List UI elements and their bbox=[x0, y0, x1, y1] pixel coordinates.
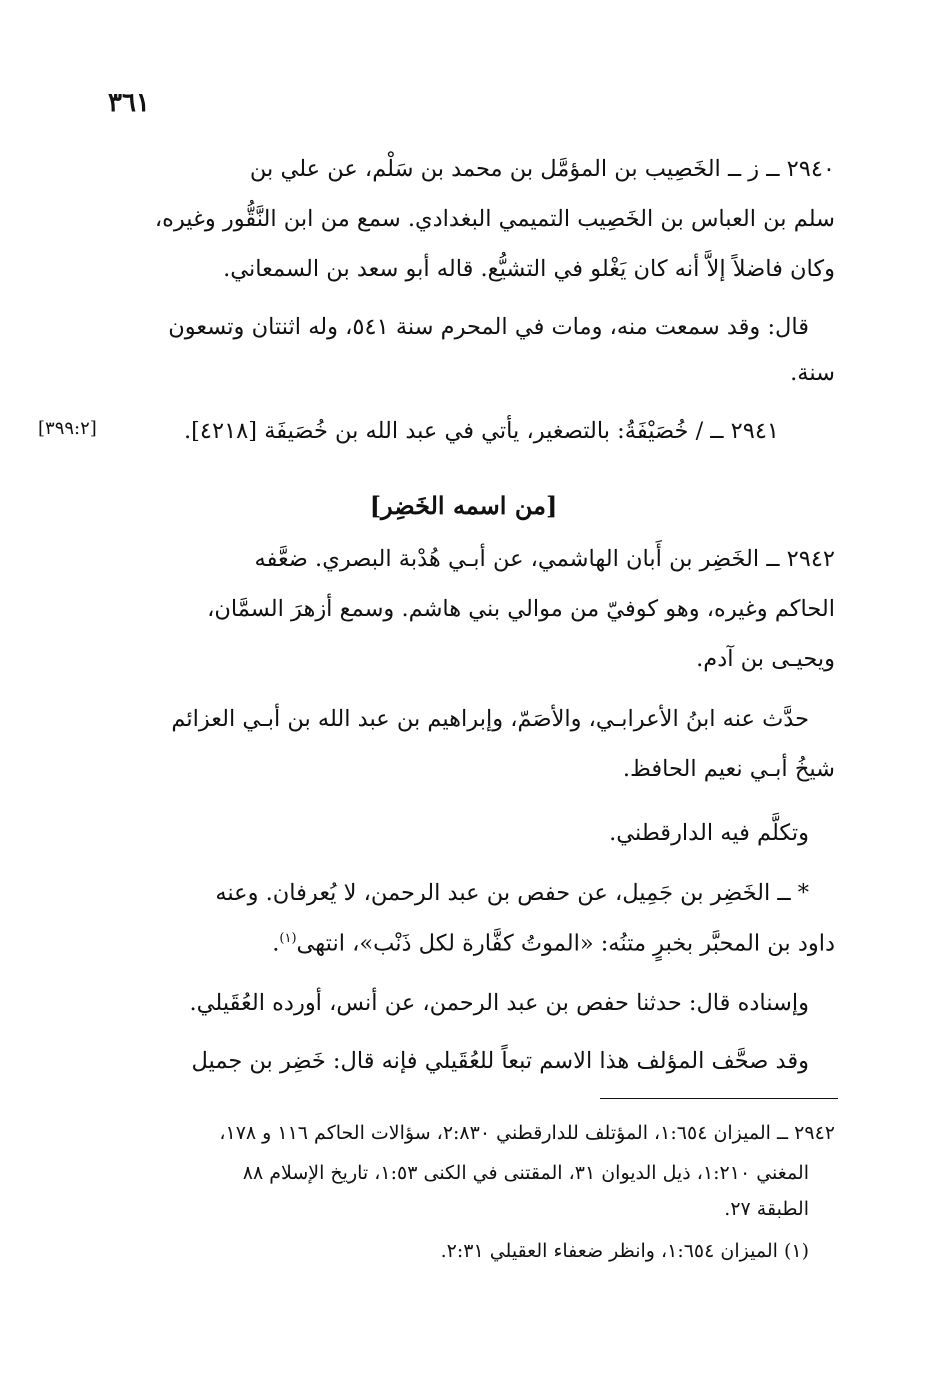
footnote-2942-line-2: المغني ١:٢١٠، ذيل الديوان ٣١، المقتنى في الكنى ١:٥٣، تاريخ الإسلام ٨٨ bbox=[242, 1162, 809, 1184]
entry-khadir-jamil-line-2-text: داود بن المحبَّر بخبرٍ متنُه: «الموتُ كفَّارة لكل ذَنْب»، انتهى bbox=[296, 930, 835, 957]
entry-2940-para-2-line-1: قال: وقد سمعت منه، ومات في المحرم سنة ٥٤١، وله اثنتان وتسعون bbox=[168, 314, 809, 340]
entry-khadir-jamil-line-1: * ــ الخَضِر بن جَمِيل، عن حفص بن عبد الرحمن، لا يُعرفان. وعنه bbox=[215, 880, 809, 906]
entry-khadir-jamil-para-3: وقد صحَّف المؤلف هذا الاسم تبعاً للعُقَيلي فإنه قال: خَضِر بن جميل bbox=[191, 1048, 809, 1074]
entry-2940-line-1: ٢٩٤٠ ــ ز ــ الخَصِيب بن المؤمَّل بن محمد بن سَلْم، عن علي بن bbox=[249, 156, 835, 182]
entry-2940-line-2: سلم بن العباس بن الخَصِيب التميمي البغدادي. سمع من ابن النَّقُّور وغيره، bbox=[154, 206, 835, 232]
entry-2942-line-2: الحاكم وغيره، وهو كوفيّ من موالي بني هاشم. وسمع أزهرَ السمَّان، bbox=[207, 596, 835, 622]
entry-khadir-jamil-para-2: وإسناده قال: حدثنا حفص بن عبد الرحمن، عن أنس، أورده العُقَيلي. bbox=[189, 990, 809, 1016]
entry-2940-para-2-line-2: سنة. bbox=[790, 360, 835, 386]
section-heading: [من اسمه الخَضِر] bbox=[369, 491, 558, 520]
entry-2941-line-1: ٢٩٤١ ــ / خُصَيْفَةُ: بالتصغير، يأتي في عبد الله بن خُصَيفَة [٤٢١٨]. bbox=[183, 418, 779, 444]
entry-2942-para-2-line-1: حدَّث عنه ابنُ الأعرابـي، والأصَمّ، وإبراهيم بن عبد الله بن أبـي العزائم bbox=[171, 706, 809, 732]
footnote-2942-line-1: ٢٩٤٢ ــ الميزان ١:٦٥٤، المؤتلف للدارقطني ٢:٨٣٠، سؤالات الحاكم ١١٦ و ١٧٨، bbox=[219, 1122, 835, 1144]
footnote-ref-1: (١) bbox=[279, 931, 297, 946]
entry-2942-line-1: ٢٩٤٢ ــ الخَضِر بن أَبان الهاشمي، عن أبـي هُدْبة البصري. ضعَّفه bbox=[254, 546, 835, 572]
footnote-1: (١) الميزان ١:٦٥٤، وانظر ضعفاء العقيلي ٢:٣١. bbox=[440, 1240, 809, 1262]
entry-khadir-jamil-line-2-tail: . bbox=[272, 930, 280, 957]
entry-2942-para-2-line-2: شيخُ أبـي نعيم الحافظ. bbox=[622, 756, 835, 782]
entry-khadir-jamil-line-2 bbox=[272, 922, 835, 961]
volume-page-reference: [٣٩٩:٢] bbox=[38, 418, 97, 439]
entry-2942-para-3-line-1: وتكلَّم فيه الدارقطني. bbox=[609, 820, 809, 846]
footnote-2942-line-3: الطبقة ٢٧. bbox=[724, 1198, 809, 1220]
entry-2942-line-3: ويحيـى بن آدم. bbox=[696, 646, 835, 672]
footnote-separator bbox=[600, 1098, 838, 1099]
page-number: ٣٦١ bbox=[108, 88, 150, 118]
entry-2940-line-3: وكان فاضلاً إلاَّ أنه كان يَغْلو في التشيُّع. قاله أبو سعد بن السمعاني. bbox=[223, 256, 835, 282]
